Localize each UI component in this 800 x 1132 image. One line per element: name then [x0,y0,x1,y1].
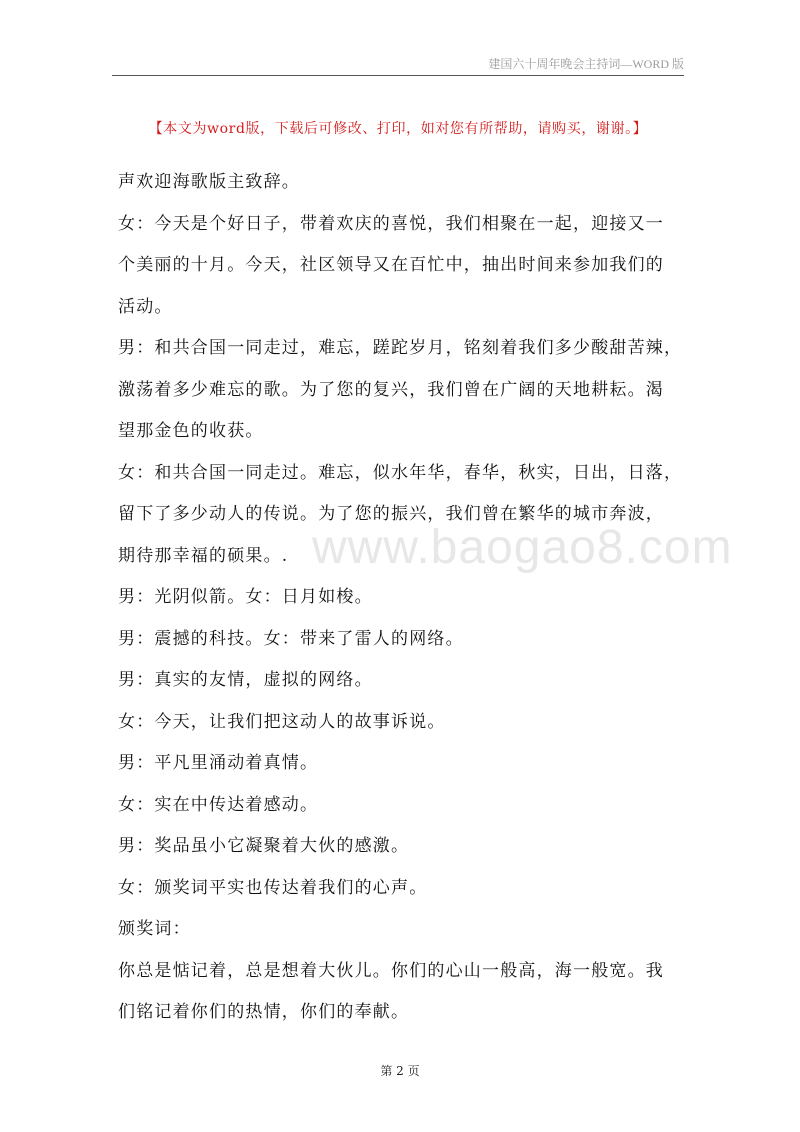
body-line: 你总是惦记着，总是想着大伙儿。你们的心山一般高，海一般宽。我 [118,960,664,981]
running-header: 建国六十周年晚会主持词—WORD 版 [488,57,684,71]
body-line: 男：平凡里涌动着真情。 [118,753,319,773]
body-line: 激荡着多少难忘的歌。为了您的复兴，我们曾在广阔的天地耕耘。渴 [118,379,664,400]
body-line: 女：颁奖词平实也传达着我们的心声。 [118,877,428,898]
body-line: 声欢迎海歌版主致辞。 [118,172,300,192]
body-line: 颁奖词： [118,919,191,939]
body-line: 个美丽的十月。今天，社区领导又在百忙中，抽出时间来参加我们的 [118,255,664,275]
body-line: 男：和共合国一同走过，难忘，蹉跎岁月，铭刻着我们多少酸甜苦辣， [118,338,683,358]
document-body [118,162,690,1034]
page-number: 第 2 页 [380,1064,420,1078]
body-line: 女：实在中传达着感动。 [118,794,319,815]
body-line: 活动。 [118,296,173,317]
body-line: 男：光阴似箭。女：日月如梭。 [118,587,373,607]
body-line: 留下了多少动人的传说。为了您的振兴，我们曾在繁华的城市奔波， [118,504,664,524]
purchase-notice: 【本文为word版，下载后可修改、打印，如对您有所帮助，请购买，谢谢。】 [148,121,648,137]
body-line: 望那金色的收获。 [118,421,264,441]
body-line: 们铭记着你们的热情，你们的奉献。 [118,1002,410,1022]
header-divider [112,75,684,76]
body-line: 女：和共合国一同走过。难忘，似水年华，春华，秋实，日出，日落， [118,462,683,483]
body-line: 男：震撼的科技。女：带来了雷人的网络。 [118,628,464,649]
watermark-text: www.baogao8.com [312,521,733,574]
body-line: 期待那幸福的硕果。. [118,545,289,566]
body-line: 女：今天是个好日子，带着欢庆的喜悦，我们相聚在一起，迎接又一 [118,213,664,234]
body-line: 男：奖品虽小它凝聚着大伙的感激。 [118,836,410,856]
body-line: 女：今天，让我们把这动人的故事诉说。 [118,711,446,732]
body-line: 男：真实的友情，虚拟的网络。 [118,670,373,690]
